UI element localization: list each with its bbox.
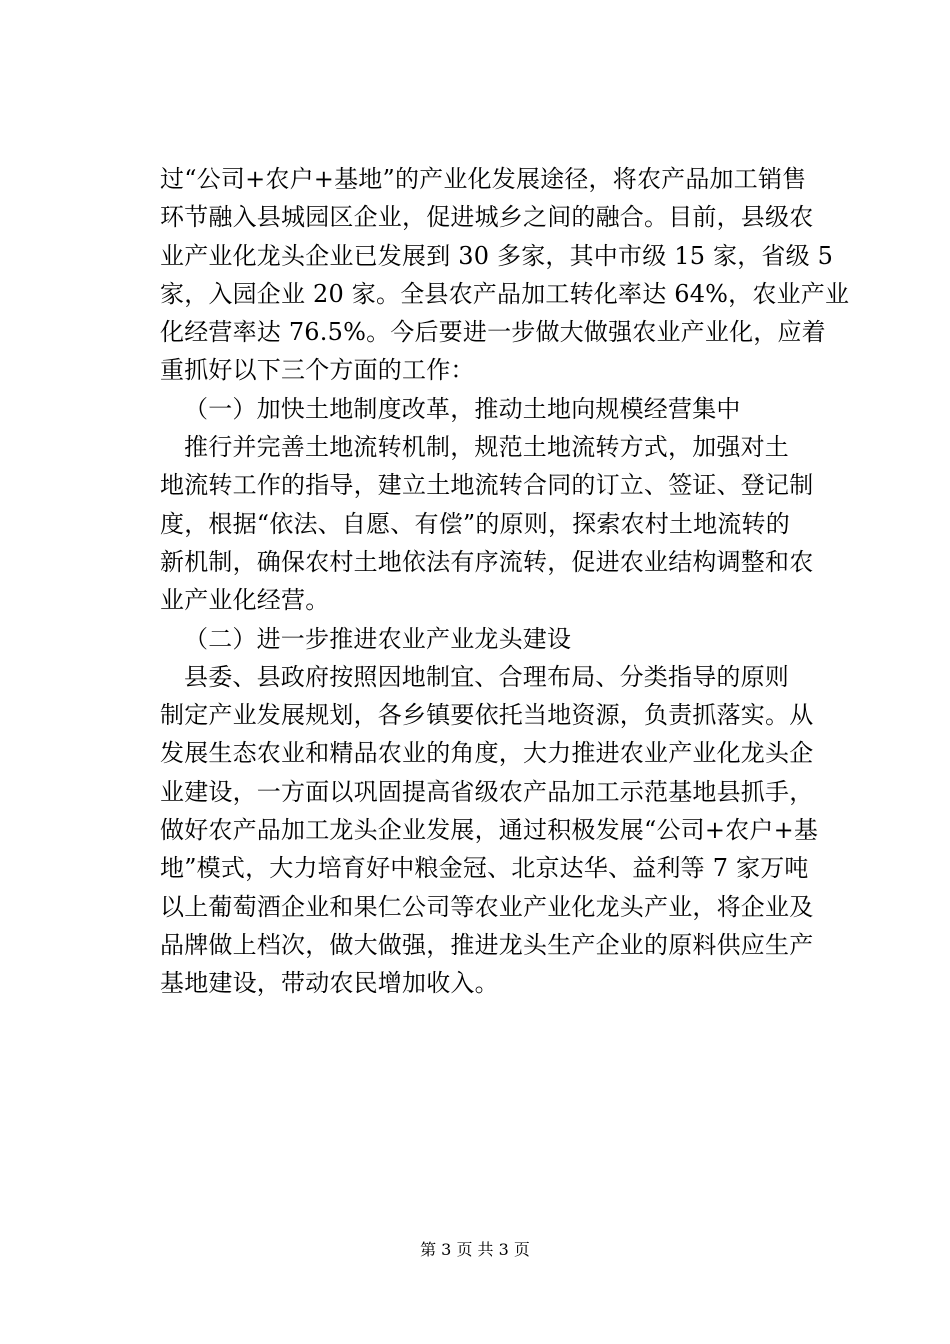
body-line: 做好农产品加工龙头企业发展，通过积极发展“公司+农户+基	[160, 816, 819, 845]
body-line: 推行并完善土地流转机制，规范土地流转方式，加强对土	[184, 433, 789, 462]
body-line: 县委、县政府按照因地制宜、合理布局、分类指导的原则	[184, 662, 789, 691]
body-line: 业建设，一方面以巩固提高省级农产品加工示范基地县抓手，	[160, 777, 814, 806]
body-line: 地”模式，大力培育好中粮金冠、北京达华、益利等 7 家万吨	[160, 854, 809, 883]
body-line: 制定产业发展规划，各乡镇要依托当地资源，负责抓落实。从	[160, 701, 814, 730]
body-line: 地流转工作的指导，建立土地流转合同的订立、签证、登记制	[160, 471, 814, 500]
body-line: 重抓好以下三个方面的工作：	[160, 356, 475, 385]
body-line: 新机制，确保农村土地依法有序流转，促进农业结构调整和农	[160, 547, 814, 576]
page-number-footer: 第 3 页 共 3 页	[420, 1240, 530, 1259]
body-line: 过“公司+农户+基地”的产业化发展途径，将农产品加工销售	[160, 165, 807, 193]
body-line: 业产业化经营。	[160, 586, 330, 615]
section-heading-2: （二）进一步推进农业产业龙头建设	[184, 624, 572, 653]
document-body	[160, 160, 850, 1003]
body-line: 家，入园企业 20 家。全县农产品加工转化率达 64%，农业产业	[160, 279, 850, 308]
body-line: 以上葡萄酒企业和果仁公司等农业产业化龙头产业，将企业及	[160, 892, 814, 921]
body-line: 基地建设，带动农民增加收入。	[160, 969, 499, 998]
body-line: 业产业化龙头企业已发展到 30 多家，其中市级 15 家，省级 5	[160, 241, 834, 270]
section-heading-1: （一）加快土地制度改革，推动土地向规模经营集中	[184, 394, 741, 423]
body-line: 环节融入县城园区企业，促进城乡之间的融合。目前，县级农	[160, 203, 814, 232]
body-line: 发展生态农业和精品农业的角度，大力推进农业产业化龙头企	[160, 739, 814, 768]
body-line: 化经营率达 76.5%。今后要进一步做大做强农业产业化，应着	[160, 318, 826, 347]
body-line: 度，根据“依法、自愿、有偿”的原则，探索农村土地流转的	[160, 509, 790, 538]
body-line: 品牌做上档次，做大做强，推进龙头生产企业的原料供应生产	[160, 930, 814, 959]
